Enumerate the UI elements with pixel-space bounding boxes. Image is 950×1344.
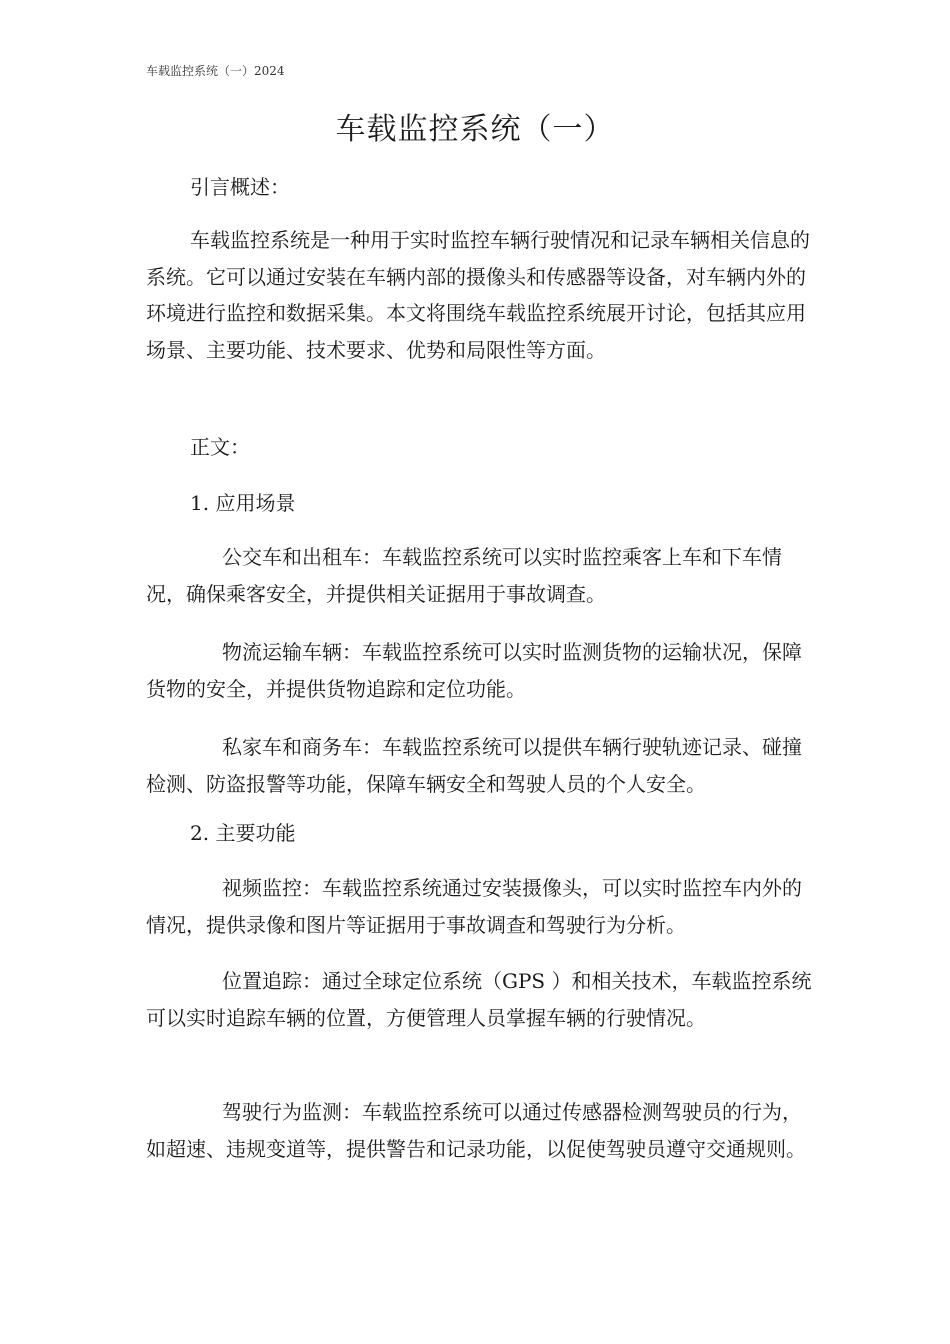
section1-heading: 1. 应用场景 — [190, 491, 296, 515]
section1-item: 私家车和商务车：车载监控系统可以提供车辆行驶轨迹记录、碰撞检测、防盗报警等功能，保障车辆安全和驾驶人员的个人安全。 — [146, 735, 802, 796]
page-title: 车载监控系统（一） — [335, 112, 615, 147]
section1-item: 物流运输车辆：车载监控系统可以实时监测货物的运输状况，保障货物的安全，并提供货物追踪和定位功能。 — [146, 640, 802, 701]
section2-item: 视频监控：车载监控系统通过安装摄像头，可以实时监控车内外的情况，提供录像和图片等证据用于事故调查和驾驶行为分析。 — [146, 876, 802, 937]
running-header: 车载监控系统（一）2024 — [146, 64, 285, 78]
section2-heading: 2. 主要功能 — [190, 821, 296, 845]
intro-label: 引言概述： — [190, 175, 290, 199]
section2-item: 驾驶行为监测：车载监控系统可以通过传感器检测驾驶员的行为，如超速、违规变道等，提供警告和记录功能，以促使驾驶员遵守交通规则。 — [146, 1100, 806, 1161]
body-label: 正文： — [190, 435, 250, 459]
section2-item: 位置追踪：通过全球定位系统（GPS ）和相关技术，车载监控系统可以实时追踪车辆的位置，方便管理人员掌握车辆的行驶情况。 — [146, 969, 812, 1030]
section1-item: 公交车和出租车：车载监控系统可以实时监控乘客上车和下车情况，确保乘客安全，并提供相关证据用于事故调查。 — [146, 545, 782, 606]
intro-paragraph: 车载监控系统是一种用于实时监控车辆行驶情况和记录车辆相关信息的系统。它可以通过安装在车辆内部的摄像头和传感器等设备，对车辆内外的环境进行监控和数据采集。本文将围绕车载监控系统展开讨论，包括其应用场景、主要功能、技术要求、优势和局限性等方面。 — [146, 228, 810, 362]
